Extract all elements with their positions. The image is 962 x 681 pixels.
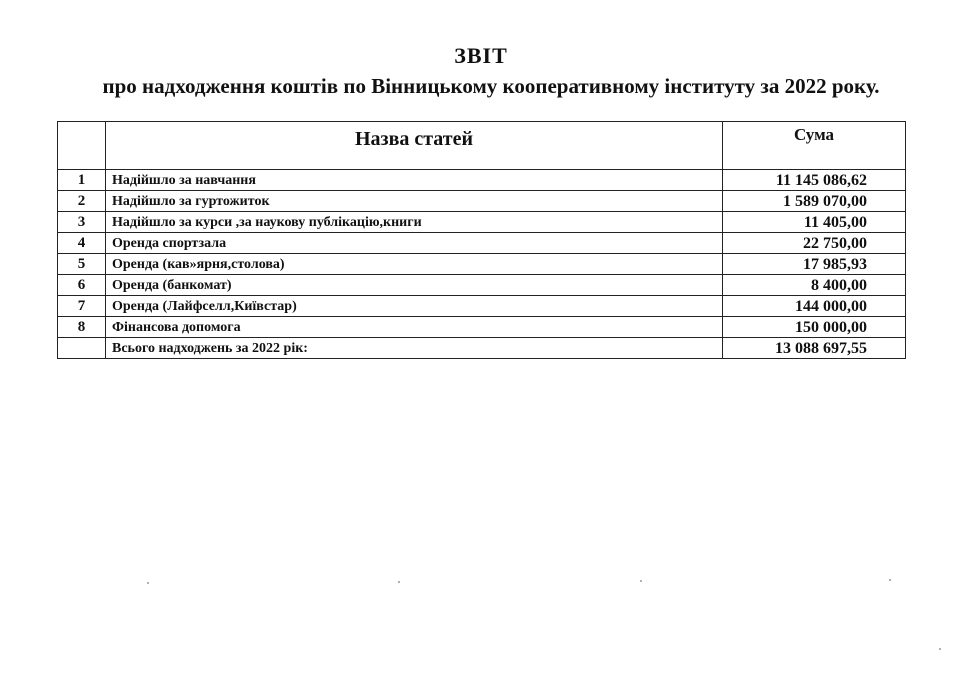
row-name: Надійшло за гуртожиток <box>106 191 723 212</box>
row-sum: 8 400,00 <box>723 275 906 296</box>
table-row <box>58 296 906 317</box>
table-row <box>58 317 906 338</box>
row-sum: 11 145 086,62 <box>723 170 906 191</box>
table-row <box>58 170 906 191</box>
total-sum: 13 088 697,55 <box>723 338 906 359</box>
report-title: ЗВІТ <box>454 43 508 68</box>
table-row <box>58 254 906 275</box>
scan-speck <box>640 580 642 582</box>
scan-speck <box>398 581 400 583</box>
row-name: Оренда (Лайфселл,Київстар) <box>106 296 723 317</box>
row-sum: 22 750,00 <box>723 233 906 254</box>
total-label: Всього надходжень за 2022 рік: <box>106 338 723 359</box>
scan-speck <box>889 579 891 581</box>
row-name: Фінансова допомога <box>106 317 723 338</box>
row-number: 5 <box>58 254 106 275</box>
row-number: 4 <box>58 233 106 254</box>
table-total-row <box>58 338 906 359</box>
table-row <box>58 275 906 296</box>
row-sum: 11 405,00 <box>723 212 906 233</box>
row-number: 2 <box>58 191 106 212</box>
row-name: Надійшло за навчання <box>106 170 723 191</box>
total-number <box>58 338 106 359</box>
table-row <box>58 191 906 212</box>
row-number: 3 <box>58 212 106 233</box>
header-name-cell: Назва статей <box>106 122 723 170</box>
row-name: Оренда (банкомат) <box>106 275 723 296</box>
row-number: 1 <box>58 170 106 191</box>
scan-speck <box>939 648 941 650</box>
table-row <box>58 212 906 233</box>
row-number: 6 <box>58 275 106 296</box>
row-name: Оренда (кав»ярня,столова) <box>106 254 723 275</box>
row-sum: 144 000,00 <box>723 296 906 317</box>
row-sum: 17 985,93 <box>723 254 906 275</box>
table-row <box>58 233 906 254</box>
report-subtitle: про надходження коштів по Вінницькому кооперативному інституту за 2022 року. <box>102 74 880 98</box>
table-header-row <box>58 122 906 170</box>
row-sum: 1 589 070,00 <box>723 191 906 212</box>
row-sum: 150 000,00 <box>723 317 906 338</box>
row-name: Оренда спортзала <box>106 233 723 254</box>
row-name: Надійшло за курси ,за наукову публікацію,книги <box>106 212 723 233</box>
row-number: 8 <box>58 317 106 338</box>
row-number: 7 <box>58 296 106 317</box>
scan-speck <box>147 582 149 584</box>
header-number-cell <box>58 122 106 170</box>
header-sum-cell: Сума <box>723 122 906 170</box>
income-table <box>57 121 906 359</box>
